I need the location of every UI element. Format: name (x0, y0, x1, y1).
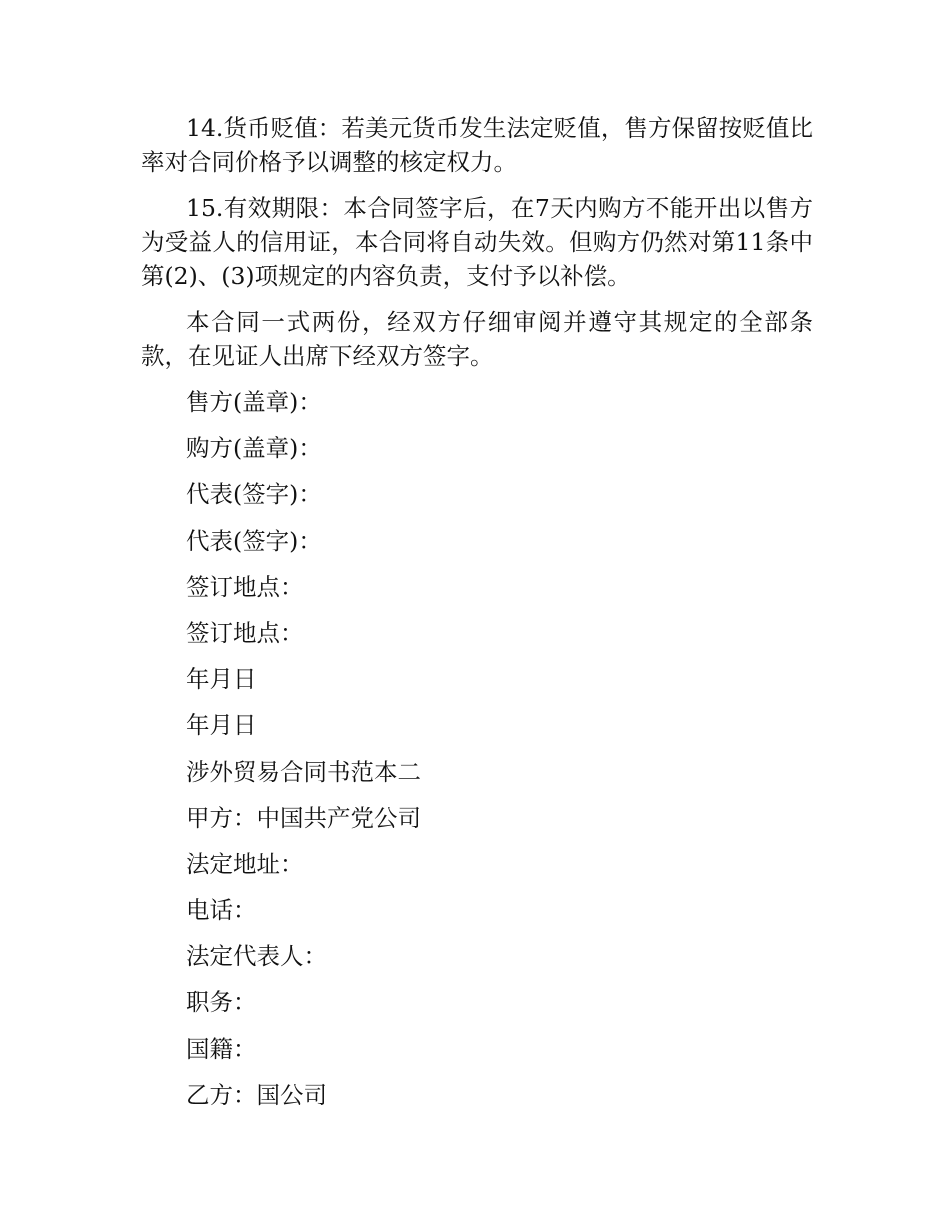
party-b-line: 乙方：国公司 (186, 1080, 327, 1109)
position-line: 职务： (186, 988, 257, 1017)
legal-address-line: 法定地址： (186, 849, 304, 878)
nationality-line: 国籍： (186, 1034, 257, 1063)
signing-place-line: 签订地点： (186, 618, 304, 647)
legal-representative-line: 法定代表人： (186, 942, 327, 971)
buyer-seal-line: 购方(盖章)： (186, 434, 322, 463)
section-title: 涉外贸易合同书范本二 (186, 757, 421, 786)
document-page (141, 111, 813, 1124)
closing-paragraph: 本合同一式两份，经双方仔细审阅并遵守其规定的全部条款，在见证人出席下经双方签字。 (141, 308, 813, 370)
clause-14-paragraph: 14.货币贬值：若美元货币发生法定贬值，售方保留按贬值比率对合同价格予以调整的核定权力。 (141, 114, 813, 176)
date-line: 年月日 (186, 711, 257, 740)
seller-seal-line: 售方(盖章)： (186, 388, 322, 416)
phone-line: 电话： (186, 896, 257, 925)
party-a-line: 甲方：中国共产党公司 (186, 803, 421, 832)
clause-15-paragraph: 15.有效期限：本合同签字后，在7天内购方不能开出以售方为受益人的信用证，本合同将自动失效。但购方仍然对第11条中第(2)、(3)项规定的内容负责，支付予以补偿。 (141, 194, 813, 290)
representative-signature-line: 代表(签字)： (186, 526, 322, 555)
signing-place-line: 签订地点： (186, 572, 304, 601)
representative-signature-line: 代表(签字)： (186, 480, 322, 509)
date-line: 年月日 (186, 665, 257, 694)
